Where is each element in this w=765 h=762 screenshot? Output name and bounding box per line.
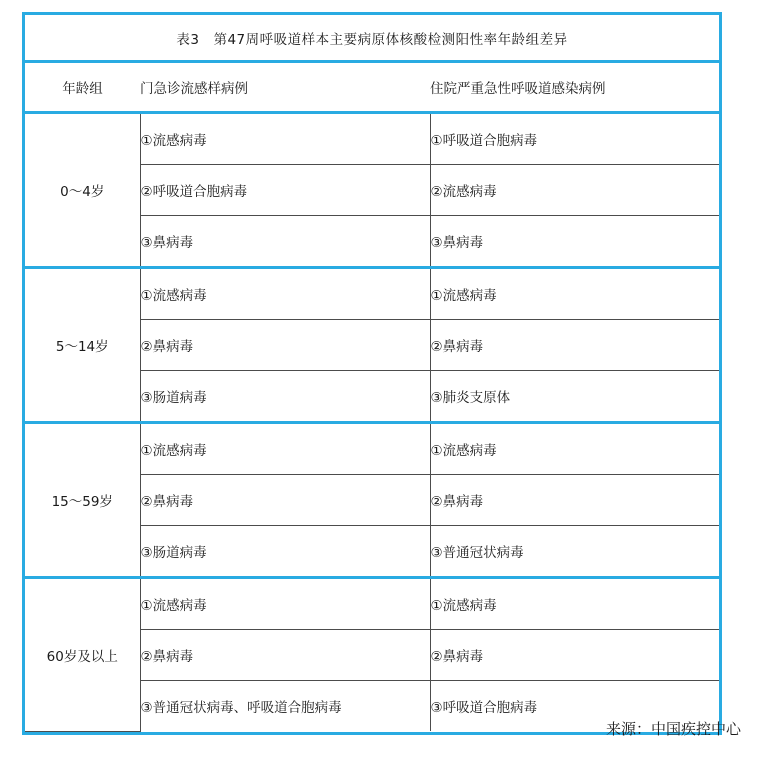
source-attribution: 来源：中国疾控中心 <box>605 720 741 738</box>
outpatient-pathogen: ①流感病毒 <box>140 578 430 630</box>
inpatient-pathogen: ③肺炎支原体 <box>430 390 511 406</box>
inpatient-pathogen: ②流感病毒 <box>430 165 719 216</box>
pathogen-table <box>25 15 719 732</box>
age-group-label: 15～59岁 <box>25 423 140 578</box>
outpatient-pathogen: ③普通冠状病毒、呼吸道合胞病毒 <box>140 681 430 732</box>
inpatient-pathogen: ③鼻病毒 <box>430 235 484 251</box>
outpatient-pathogen: ③鼻病毒 <box>140 216 430 268</box>
table-title: 表3 第47周呼吸道样本主要病原体核酸检测阳性率年龄组差异 <box>25 15 719 62</box>
table-row <box>25 113 719 165</box>
table-row <box>25 268 719 320</box>
header-age-group: 年龄组 <box>25 62 140 113</box>
table-header-row <box>25 62 719 113</box>
header-outpatient: 门急诊流感样病例 <box>140 62 430 113</box>
outpatient-pathogen: ①流感病毒 <box>140 423 430 475</box>
inpatient-pathogen: ①流感病毒 <box>430 423 719 475</box>
table-title-row <box>25 15 719 62</box>
outpatient-pathogen: ②呼吸道合胞病毒 <box>140 165 430 216</box>
inpatient-pathogen: ③呼吸道合胞病毒 <box>430 700 538 716</box>
inpatient-pathogen: ②鼻病毒 <box>430 320 719 371</box>
inpatient-pathogen: ②鼻病毒 <box>430 475 719 526</box>
age-group-label: 0～4岁 <box>25 113 140 268</box>
inpatient-pathogen: ③普通冠状病毒 <box>430 545 524 561</box>
outpatient-pathogen: ②鼻病毒 <box>140 475 430 526</box>
outpatient-pathogen: ③肠道病毒 <box>140 371 430 423</box>
outpatient-pathogen: ③肠道病毒 <box>140 526 430 578</box>
outpatient-pathogen: ②鼻病毒 <box>140 320 430 371</box>
inpatient-pathogen: ①呼吸道合胞病毒 <box>430 113 719 165</box>
outpatient-pathogen: ②鼻病毒 <box>140 630 430 681</box>
pathogen-table-container <box>22 12 722 735</box>
inpatient-pathogen: ①流感病毒 <box>430 268 719 320</box>
inpatient-pathogen: ①流感病毒 <box>430 578 719 630</box>
table-row <box>25 578 719 630</box>
age-group-label: 60岁及以上 <box>25 578 140 732</box>
outpatient-pathogen: ①流感病毒 <box>140 113 430 165</box>
header-inpatient: 住院严重急性呼吸道感染病例 <box>430 62 719 113</box>
table-row <box>25 423 719 475</box>
age-group-label: 5～14岁 <box>25 268 140 423</box>
inpatient-pathogen: ②鼻病毒 <box>430 630 719 681</box>
outpatient-pathogen: ①流感病毒 <box>140 268 430 320</box>
